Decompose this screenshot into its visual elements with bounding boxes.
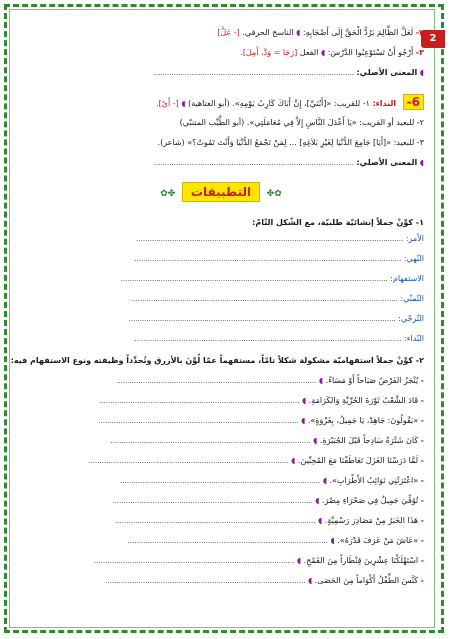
section6-line3: ٣- للبعيد: «[أَيَا] جَامِعَ الدُّنْيَا لِغَيْرِ بَلاَغِهِ] ... لِمَنْ تَجْمَعُ الدُّنْيَا وَأَنْتَ تَمُوتُ؟» (شاعر). xyxy=(157,138,424,147)
section6-line2: ٢- للبعيد أو القريب: «يَا أَعْدَلَ النَّاسِ إِلاَّ فِي مُعَامَلَتِي». (أبو الطَّيِّب المتنبّي) xyxy=(179,118,424,127)
exercise1-item: النّداء: ........................................................................................................................ xyxy=(134,334,424,343)
exercise2-item: - «عَاشَ مَنْ عَرَفَ قَدْرَهُ». ◖ .......................................................................................... xyxy=(127,536,424,545)
exercise1-item: التّرجّي: ........................................................................................................................ xyxy=(128,314,424,323)
section-number: 6- xyxy=(403,94,424,110)
exercises-heading: ✿✤ التطبيقات ✤✿ xyxy=(18,182,424,204)
bullet-icon: ◖ xyxy=(307,576,313,585)
bullet-icon: ◖ xyxy=(317,516,323,525)
bullet-icon: ◖ xyxy=(296,28,301,37)
bullet-icon: ◖ xyxy=(315,496,320,505)
exercise1-item: الاستفهام: ........................................................................................................................ xyxy=(120,274,424,283)
bullet-icon: ◖ xyxy=(181,99,186,108)
exercise2-item: - كَنَّسَ الطِّفْلُ أَكْوَاماً مِنَ الحَصَى. ◖ .......................................................................................... xyxy=(105,576,424,585)
bullet-icon: ◖ xyxy=(296,556,302,565)
bullet-icon: ◖ xyxy=(301,416,306,425)
exercise2-item: - «اعْتَرَتْنِي نَوَائِبُ الأَطْرَابِ». ◖ .......................................................................................... xyxy=(120,476,424,485)
example-line-2: ٢- لَعَلَّ الظَّالِمَ يَرُدُّ الْحَقَّ إِلَى أَصْحَابِهِ: ◖ الناسخ الحرفي. [- عَلَّ] xyxy=(217,28,424,37)
example-line-3: ٣- أَرْجُو أَنْ تَسْتَوْعِبُوا الدَّرْسَ: ◖ الفعل [رَجَا = وَدَّ، أَمِلَ]. xyxy=(240,48,424,57)
exercise2-prompt: ٢- كوِّنْ جملاً استفهاميّة مشكولة شكلاً تامّاً، مستفهماً عمّا لُوِّنَ بالأزرق وتُحدِّداً وظيفته ونوع الاستفهام فيه: xyxy=(10,356,424,365)
exercise2-item: - قَادَ الشَّعْبُ ثَوْرَةَ الحُرِّيَّةِ وَالكَرَامَةِ. ◖ .......................................................................................... xyxy=(99,396,424,405)
bullet-icon: ◖ xyxy=(330,536,335,545)
exercise2-item: - «يَقُولُونَ: جَاهِدْ، يَا جَمِيلُ، بِغَزْوَةٍ». ◖ .......................................................................................... xyxy=(98,416,424,425)
bullet-icon: ◖ xyxy=(419,158,424,167)
exercise2-item: - هَذَا الخَبَرُ مِنْ مَصَادِرَ رَسْمِيَّةٍ. ◖ .......................................................................................... xyxy=(115,516,424,525)
exercise1-item: التّمنّي: ........................................................................................................................ xyxy=(130,294,424,303)
page-number-badge: 2 xyxy=(421,30,445,48)
exercise1-prompt: ١- كوِّنْ جملاً إنشائيّة طلبيّة، مع الشّكل التّامّ: xyxy=(252,218,424,227)
exercise2-item: - اسْتَهْلَكْنَا عِشْرِينَ قِنْطَاراً مِنَ القَمْحِ. ◖ .......................................................................................... xyxy=(94,556,424,565)
bullet-icon: ◖ xyxy=(318,376,324,385)
bullet-icon: ◖ xyxy=(301,396,307,405)
exercise2-item: - تُوُفِّيَ جَمِيلٌ فِي صَحْرَاءِ مِصْرَ. ◖ .......................................................................................... xyxy=(112,496,424,505)
exercise2-item: - لَمَّا دَرَسْنَا الغَزَلَ تَعَاطَفْنَا مَعَ المُحِبِّينَ. ◖ .......................................................................................... xyxy=(88,456,424,465)
bullet-icon: ◖ xyxy=(313,436,318,445)
exercise1-item: النّهي: ........................................................................................................................ xyxy=(134,254,424,263)
bullet-icon: ◖ xyxy=(291,456,296,465)
meaning-line-2: ◖ المعنى الأصلي: .......................................................................................... xyxy=(153,158,424,167)
bullet-icon: ◖ xyxy=(419,68,424,77)
exercise2-item: - يُنْجَزُ الفَرْضُ صَبَاحاً أَوْ مَسَاءً. ◖ .......................................................................................... xyxy=(116,376,424,385)
exercise1-item: الأمر: ........................................................................................................................ xyxy=(136,234,424,243)
bullet-icon: ◖ xyxy=(322,476,328,485)
exercise2-item: - كَانَ شَتْرَةُ سَادِجاً قَبْلَ الجُبَيْرَةِ. ◖ .......................................................................................... xyxy=(110,436,424,445)
bullet-icon: ◖ xyxy=(320,48,326,57)
section6-line1: 6- النداء: ١- للقريب: «[أَبُنَيَّ]، إِنَّ أَبَاكَ كَارِبُ يَوْمِهِ». (أبو العتاهية) ◖ [- أَيْ]. xyxy=(18,94,424,108)
ornament-icon: ✿✤ xyxy=(266,189,282,199)
meaning-line-1: ◖ المعنى الأصلي: .......................................................................................... xyxy=(153,68,424,77)
ornament-icon: ✤✿ xyxy=(160,189,176,199)
